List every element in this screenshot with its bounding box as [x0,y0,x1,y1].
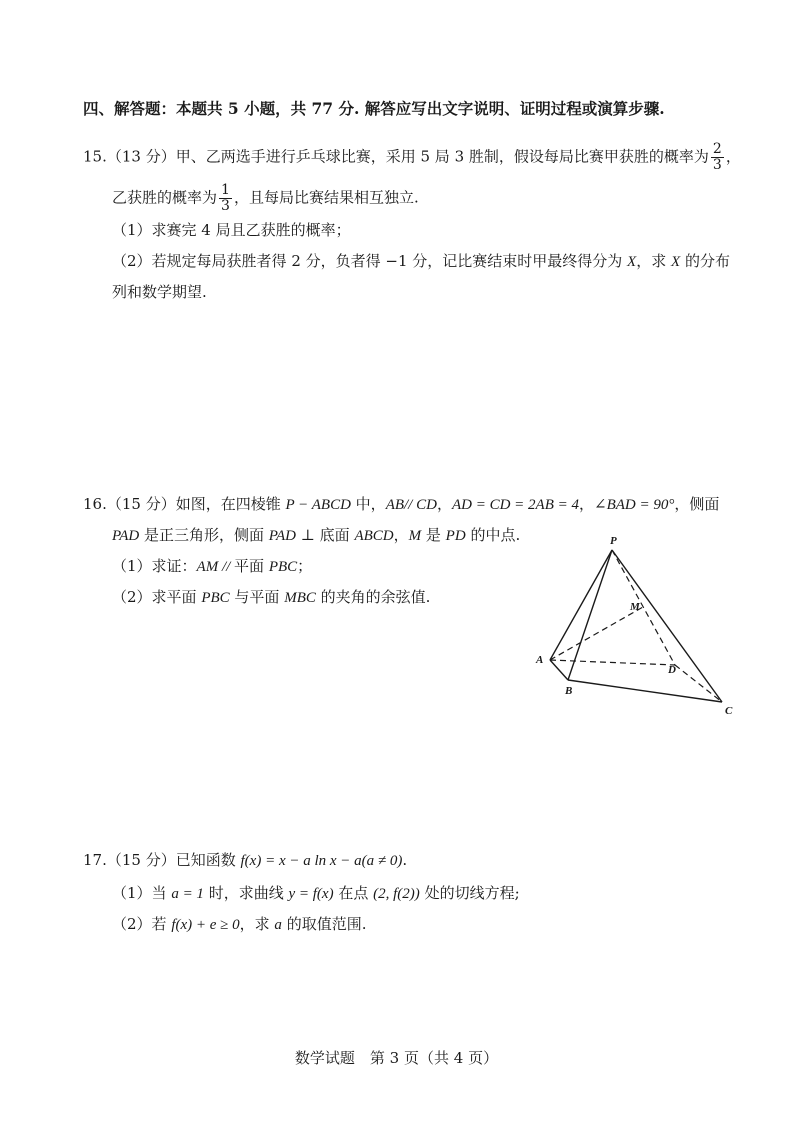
q17-p1-e: 在点 [333,884,374,902]
q16-l1-a: 如图，在四棱锥 [175,495,286,513]
q15-part2-b: ，求 [636,252,671,270]
q17-p1-a: （1）当 [112,884,172,902]
q16-p1-a: （1）求证： [112,557,197,575]
edge-ab [550,660,568,680]
q15-fraction-2 [219,183,232,214]
q15-part1: （1）求赛完 4 局且乙获胜的概率； [112,221,351,239]
q16-parallel: AB// CD [385,497,437,513]
q16-l1-h: ，侧面 [674,495,720,513]
segment-am [550,607,643,660]
q17-p1-b: a = 1 [171,886,204,902]
q15-line2 [112,183,419,214]
q16-score: （15 分） [106,495,176,513]
q17-part2 [112,914,366,935]
label-b: B [565,685,573,697]
q16-l2-b: 是正三角形，侧面 [139,526,269,544]
q16-l1-f: ， [578,495,594,513]
q17-p2-d: a [274,917,282,933]
q15-line2-pre: 乙获胜的概率为 [112,188,218,207]
q16-p2-d: MBC [284,590,316,606]
q16-l1-d: ， [436,495,452,513]
q15-line1 [83,142,741,173]
q17-p2-b: f(x) + e ≥ 0 [171,917,240,933]
label-a: A [536,654,544,666]
q17-p2-c: ，求 [239,915,275,933]
q17-number: 17. [83,851,107,869]
q17-score: （15 分） [106,851,176,869]
edge-pc [612,550,722,702]
q17-p1-c: 时，求曲线 [203,884,289,902]
q15-score: （13 分） [106,147,176,166]
q16-angle: ∠BAD = 90° [594,497,675,513]
pyramid-figure [530,530,740,720]
q16-line2 [112,525,520,546]
q17-p1-g: 处的切线方程; [419,884,520,902]
q16-l2-f: ， [393,526,409,544]
q16-l2-h: 是 [421,526,446,544]
q16-abcd: ABCD [354,528,394,544]
q17-p2-a: （2）若 [112,915,172,933]
frac2-denominator: 3 [221,198,230,214]
q15-fraction-1 [711,142,724,173]
q16-number: 16. [83,495,107,513]
q16-p2-b: PBC [201,590,230,606]
page-footer: 数学试题 第 3 页（共 4 页） [294,1049,499,1067]
q16-p1-c: 平面 [234,557,269,575]
q17-line1 [83,850,407,871]
q15-part2-line2: 列和数学期望. [112,283,207,301]
q16-p2-a: （2）求平面 [112,588,202,606]
q16-line1 [83,494,719,515]
q15-part2 [112,251,730,272]
q16-p2-e: 的夹角的余弦值. [315,588,431,606]
q16-lengths: AD = CD = 2AB = 4 [451,497,579,513]
q17-p1-d: y = f(x) [288,886,334,902]
q17-function: f(x) = x − a ln x − a(a ≠ 0) [240,853,403,869]
q15-line1-end: ， [725,147,741,166]
q17-p1-f: (2, f(2)) [373,886,420,902]
q16-p1-b: AM // [196,559,235,575]
q16-pyramid: P − ABCD [285,497,351,513]
q15-part2-c: 的分布 [680,252,730,270]
frac1-denominator: 3 [712,157,722,173]
q16-l2-d: ⊥ 底面 [296,526,355,544]
edge-ad [550,660,675,665]
q17-l1-a: 已知函数 [175,851,241,869]
edge-pd [612,550,675,665]
q16-pad-2: PAD [268,528,297,544]
q16-pd: PD [445,528,466,544]
label-d: D [668,664,676,676]
q16-p2-c: 与平面 [229,588,285,606]
q15-text-line1: 甲、乙两选手进行乒乓球比赛，采用 5 局 3 胜制，假设每局比赛甲获胜的概率为 [175,147,709,166]
q16-pad: PAD [112,528,140,544]
q15-var-x: X [627,254,637,270]
q16-m: M [408,528,422,544]
section-header: 四、解答题：本题共 5 小题，共 77 分. 解答应写出文字说明、证明过程或演算步骤. [83,99,665,118]
label-m: M [630,601,640,613]
q16-p1-d: PBC [268,559,298,575]
label-c: C [725,705,733,717]
q17-p2-e: 的取值范围. [281,915,367,933]
q15-line2-post: ，且每局比赛结果相互独立. [233,188,419,207]
q15-var-x-2: X [671,254,681,270]
q16-part1 [112,556,312,577]
q16-l2-j: 的中点. [465,526,521,544]
q16-part2 [112,587,430,608]
q17-l1-c: . [402,851,408,869]
frac1-numerator: 2 [712,141,722,157]
frac2-numerator: 1 [221,182,230,198]
q15-number: 15. [83,147,107,166]
q15-part2-a: （2）若规定每局获胜者得 2 分，负者得 −1 分，记比赛结束时甲最终得分为 [112,252,628,270]
q17-part1 [112,883,520,904]
q16-p1-e: ； [297,557,313,575]
label-p: P [610,535,617,547]
q16-l1-b: 中， [350,495,386,513]
